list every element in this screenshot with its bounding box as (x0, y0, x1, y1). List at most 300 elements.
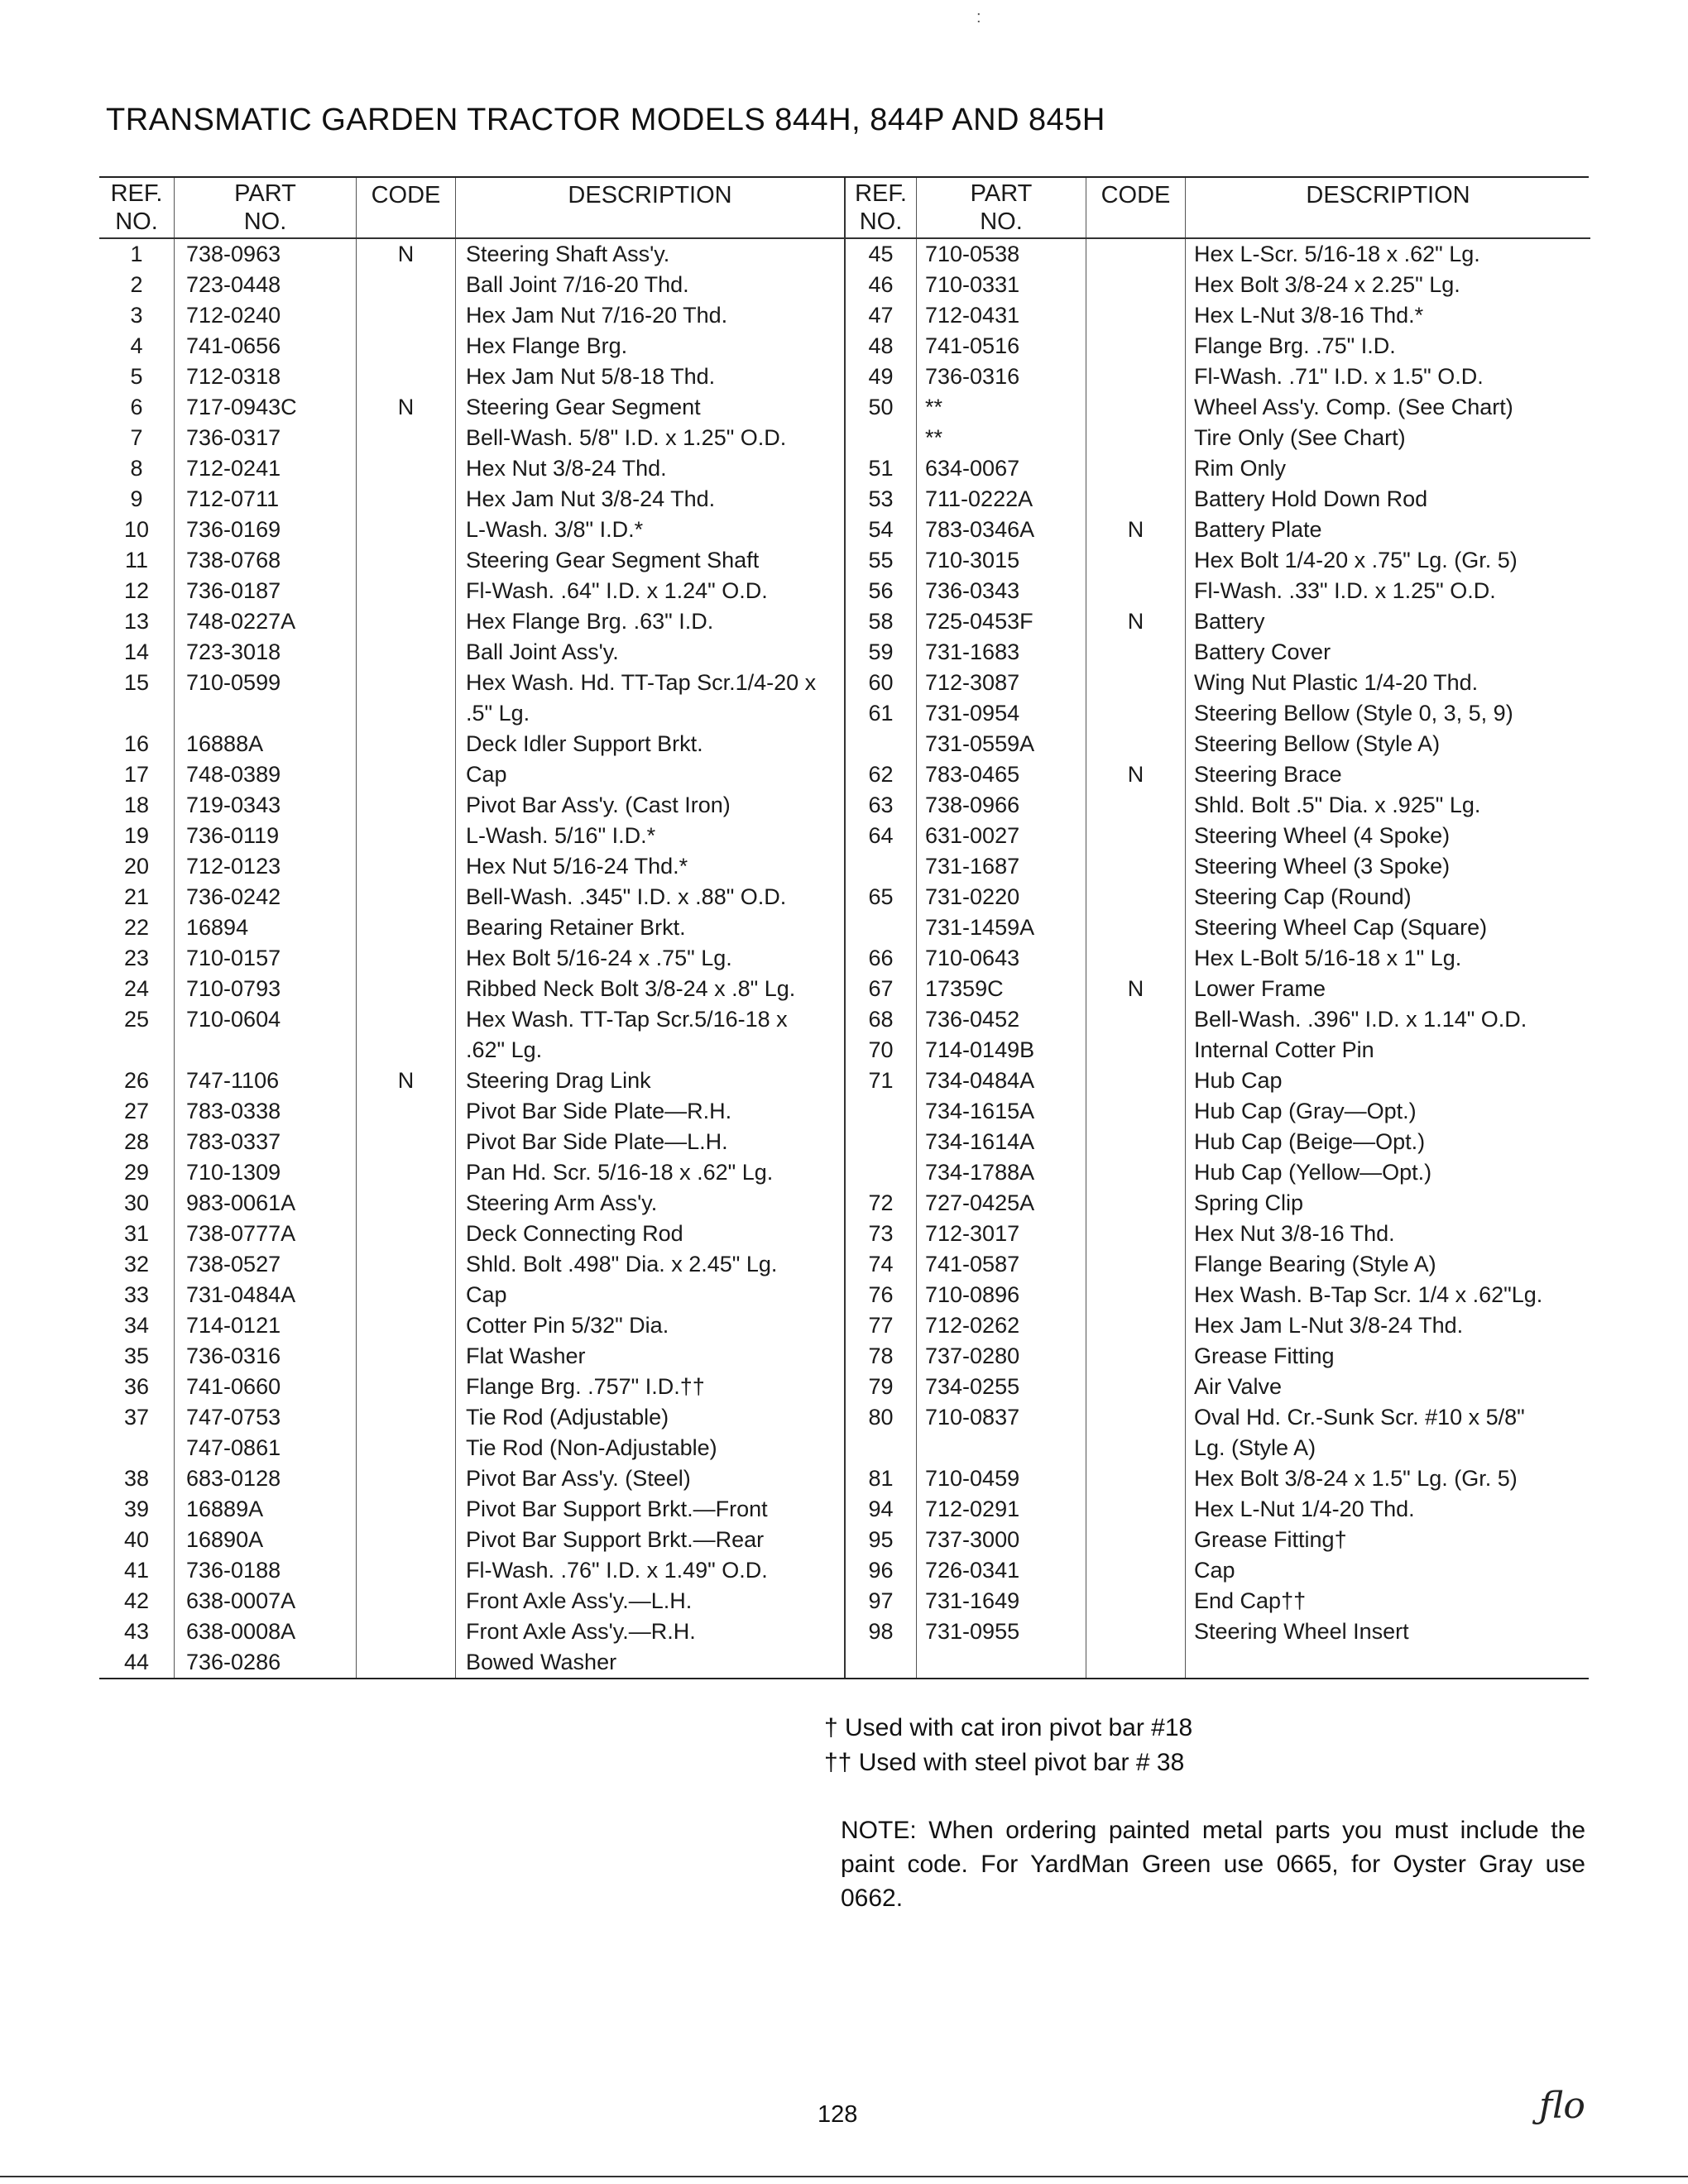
ref-cell: 33 (123, 1282, 150, 1307)
description-cell: .5" Lg. (455, 698, 844, 729)
code-cell (1086, 729, 1185, 759)
table-row (99, 1188, 844, 1219)
code-cell (356, 1157, 455, 1188)
code-cell (356, 1616, 455, 1647)
code-cell (356, 912, 455, 943)
part-no-cell: 741-0516 (916, 331, 1086, 362)
description-cell: Hub Cap (Yellow—Opt.) (1185, 1157, 1590, 1188)
header-ref (846, 178, 916, 237)
code-cell (1086, 1647, 1185, 1678)
description-cell: Fl-Wash. .64" I.D. x 1.24" O.D. (455, 576, 844, 606)
code-cell (1086, 1096, 1185, 1127)
description-cell: Grease Fitting† (1185, 1525, 1590, 1555)
description-cell: Hex Bolt 3/8-24 x 2.25" Lg. (1185, 270, 1590, 300)
part-no-cell: 710-0604 (174, 1004, 356, 1035)
code-cell (356, 1494, 455, 1525)
part-no-cell: 747-0753 (174, 1402, 356, 1433)
code-cell (356, 484, 455, 515)
part-no-cell: 731-1683 (916, 637, 1086, 668)
description-cell: Hex L-Bolt 5/16-18 x 1" Lg. (1185, 943, 1590, 974)
ref-cell: 21 (123, 884, 150, 909)
ref-cell: 2 (130, 272, 143, 297)
code-cell (1086, 1188, 1185, 1219)
code-cell (356, 1096, 455, 1127)
code-cell (1086, 239, 1185, 270)
table-row (846, 790, 1590, 821)
description-cell: Lg. (Style A) (1185, 1433, 1590, 1463)
table-row (99, 1586, 844, 1616)
table-row (99, 759, 844, 790)
part-no-cell: 734-0484A (916, 1066, 1086, 1096)
description-cell: Deck Idler Support Brkt. (455, 729, 844, 759)
table-row (99, 545, 844, 576)
part-no-cell: 737-3000 (916, 1525, 1086, 1555)
code-cell (1086, 668, 1185, 698)
parts-table (99, 176, 1589, 1679)
header-part-line2: NO. (980, 208, 1023, 235)
code-cell (356, 668, 455, 698)
part-no-cell: 731-1459A (916, 912, 1086, 943)
ref-cell: 62 (868, 762, 894, 787)
part-no-cell: 734-0255 (916, 1372, 1086, 1402)
description-cell: Fl-Wash. .71" I.D. x 1.5" O.D. (1185, 362, 1590, 392)
description-cell: Steering Bellow (Style A) (1185, 729, 1590, 759)
part-no-cell: 16889A (174, 1494, 356, 1525)
part-no-cell: 710-1309 (174, 1157, 356, 1188)
description-cell: Cap (455, 1280, 844, 1310)
ref-cell: 1 (130, 242, 143, 266)
part-no-cell: 738-0966 (916, 790, 1086, 821)
description-cell: Hex Wash. TT-Tap Scr.5/16-18 x (455, 1004, 844, 1035)
table-row (99, 637, 844, 668)
description-cell: Hex Jam Nut 7/16-20 Thd. (455, 300, 844, 331)
footnotes (824, 1711, 1192, 1780)
table-body-left (99, 239, 844, 1678)
ref-cell (846, 912, 916, 943)
description-cell: Hex Wash. Hd. TT-Tap Scr.1/4-20 x (455, 668, 844, 698)
table-row (99, 239, 844, 270)
part-no-cell: ** (916, 423, 1086, 453)
description-cell: Steering Wheel Insert (1185, 1616, 1590, 1647)
ref-cell (846, 851, 916, 882)
part-no-cell: 731-0559A (916, 729, 1086, 759)
description-cell: Pivot Bar Side Plate—R.H. (455, 1096, 844, 1127)
code-cell (356, 851, 455, 882)
part-no-cell: 712-0241 (174, 453, 356, 484)
code-cell (1086, 1004, 1185, 1035)
ref-cell: 22 (123, 915, 150, 940)
code-cell (356, 606, 455, 637)
code-cell (1086, 912, 1185, 943)
ref-cell (846, 1647, 916, 1678)
part-no-cell: 731-0220 (916, 882, 1086, 912)
part-no-cell (916, 1433, 1086, 1463)
part-no-cell: 734-1788A (916, 1157, 1086, 1188)
part-no-cell: 16894 (174, 912, 356, 943)
description-cell: Bowed Washer (455, 1647, 844, 1678)
description-cell: Hex L-Nut 1/4-20 Thd. (1185, 1494, 1590, 1525)
description-cell: Rim Only (1185, 453, 1590, 484)
ref-cell: 95 (868, 1527, 894, 1552)
ref-cell: 26 (123, 1068, 150, 1093)
code-cell (1086, 821, 1185, 851)
description-cell: Steering Cap (Round) (1185, 882, 1590, 912)
table-row (846, 1402, 1590, 1433)
description-cell: Deck Connecting Rod (455, 1219, 844, 1249)
code-cell (1086, 484, 1185, 515)
ref-cell (846, 1127, 916, 1157)
description-cell: Cap (455, 759, 844, 790)
table-row (99, 974, 844, 1004)
code-cell (1086, 270, 1185, 300)
table-row (99, 1647, 844, 1678)
table-row (99, 515, 844, 545)
table-row (99, 1525, 844, 1555)
part-no-cell: 738-0777A (174, 1219, 356, 1249)
code-cell (356, 790, 455, 821)
ref-cell: 3 (130, 303, 143, 328)
code-cell (1086, 1249, 1185, 1280)
description-cell: Hex Nut 3/8-16 Thd. (1185, 1219, 1590, 1249)
code-cell (356, 1004, 455, 1035)
ref-cell: 44 (123, 1650, 150, 1674)
code-cell (1086, 1494, 1185, 1525)
table-row (99, 331, 844, 362)
description-cell: Steering Brace (1185, 759, 1590, 790)
ref-cell (846, 729, 916, 759)
header-description (1185, 178, 1590, 237)
scan-speck: : (976, 8, 981, 26)
header-ref-line2: NO. (115, 208, 158, 235)
footnote-single-dagger: † Used with cat iron pivot bar #18 (824, 1714, 1193, 1741)
ref-cell: 59 (868, 639, 894, 664)
table-row (846, 239, 1590, 270)
ref-cell: 81 (868, 1466, 894, 1491)
part-no-cell: 634-0067 (916, 453, 1086, 484)
footnote-double-dagger: †† Used with steel pivot bar # 38 (824, 1749, 1185, 1776)
ref-cell: 61 (868, 701, 894, 726)
code-cell (1086, 1402, 1185, 1433)
table-row (846, 1372, 1590, 1402)
code-cell (356, 1463, 455, 1494)
code-cell (356, 1249, 455, 1280)
part-no-cell: 712-0318 (174, 362, 356, 392)
ref-cell: 37 (123, 1405, 150, 1430)
ref-cell: 15 (123, 670, 150, 695)
ref-cell: 6 (130, 395, 143, 419)
table-row (846, 1249, 1590, 1280)
part-no-cell: 712-0431 (916, 300, 1086, 331)
ref-cell: 45 (868, 242, 894, 266)
code-cell (356, 1586, 455, 1616)
header-code (1086, 178, 1185, 237)
ref-cell: 68 (868, 1007, 894, 1032)
ref-cell: 14 (123, 639, 150, 664)
table-row (99, 1157, 844, 1188)
table-row (846, 515, 1590, 545)
code-cell (356, 943, 455, 974)
code-cell (356, 1433, 455, 1463)
table-row (846, 270, 1590, 300)
table-row (99, 1280, 844, 1310)
code-cell (1086, 943, 1185, 974)
ref-cell: 48 (868, 333, 894, 358)
ref-cell: 65 (868, 884, 894, 909)
table-row (846, 1188, 1590, 1219)
ref-cell: 60 (868, 670, 894, 695)
part-no-cell: 710-0331 (916, 270, 1086, 300)
part-no-cell: 631-0027 (916, 821, 1086, 851)
code-cell (356, 331, 455, 362)
table-row (846, 668, 1590, 698)
table-row (99, 576, 844, 606)
ref-cell: 67 (868, 976, 894, 1001)
code-cell (1086, 545, 1185, 576)
description-cell: Bearing Retainer Brkt. (455, 912, 844, 943)
description-cell: Ball Joint Ass'y. (455, 637, 844, 668)
header-part-line1: PART (970, 180, 1033, 207)
description-cell: Bell-Wash. .396" I.D. x 1.14" O.D. (1185, 1004, 1590, 1035)
ref-cell: 49 (868, 364, 894, 389)
code-cell (356, 1035, 455, 1066)
code-cell (1086, 453, 1185, 484)
part-no-cell: 736-0169 (174, 515, 356, 545)
ref-cell: 9 (130, 486, 143, 511)
part-no-cell: 710-0538 (916, 239, 1086, 270)
ref-cell: 19 (123, 823, 150, 848)
header-part-line1: PART (234, 180, 296, 207)
description-cell: Hex Jam L-Nut 3/8-24 Thd. (1185, 1310, 1590, 1341)
header-code (356, 178, 455, 237)
table-row (99, 851, 844, 882)
description-cell: Lower Frame (1185, 974, 1590, 1004)
description-cell: Flange Bearing (Style A) (1185, 1249, 1590, 1280)
part-no-cell: 717-0943C (174, 392, 356, 423)
table-row (846, 759, 1590, 790)
table-row (846, 1280, 1590, 1310)
ref-cell: 55 (868, 548, 894, 572)
ref-cell: 79 (868, 1374, 894, 1399)
code-cell (1086, 1035, 1185, 1066)
code-cell (1086, 1127, 1185, 1157)
part-no-cell: 710-0643 (916, 943, 1086, 974)
description-cell: Tie Rod (Adjustable) (455, 1402, 844, 1433)
code-cell (356, 1525, 455, 1555)
code-cell (1086, 1433, 1185, 1463)
ref-cell: 20 (123, 854, 150, 879)
ordering-note: NOTE: When ordering painted metal parts you must include the paint code. For YardMan Green use 0665, for Oyster Gray use 0662. (841, 1817, 1585, 1912)
part-no-cell: 710-0459 (916, 1463, 1086, 1494)
table-row (846, 882, 1590, 912)
part-no-cell: 747-1106 (174, 1066, 356, 1096)
description-cell: Hex Jam Nut 3/8-24 Thd. (455, 484, 844, 515)
description-cell: Hub Cap (1185, 1066, 1590, 1096)
ref-cell: 71 (868, 1068, 894, 1093)
part-no-cell: 738-0768 (174, 545, 356, 576)
description-cell: Steering Gear Segment (455, 392, 844, 423)
table-row (99, 1310, 844, 1341)
header-description-label: DESCRIPTION (1306, 182, 1470, 208)
part-no-cell: 741-0656 (174, 331, 356, 362)
table-row (846, 1616, 1590, 1647)
part-no-cell: 748-0227A (174, 606, 356, 637)
header-description (455, 178, 844, 237)
code-cell: N (1086, 515, 1185, 545)
code-cell (356, 1127, 455, 1157)
header-description-label: DESCRIPTION (568, 182, 732, 208)
table-row (846, 484, 1590, 515)
ref-cell: 66 (868, 946, 894, 970)
code-cell (356, 974, 455, 1004)
table-row (99, 912, 844, 943)
code-cell (1086, 1219, 1185, 1249)
description-cell: Steering Arm Ass'y. (455, 1188, 844, 1219)
table-row (99, 1372, 844, 1402)
part-no-cell: 736-0286 (174, 1647, 356, 1678)
table-row (99, 453, 844, 484)
table-row (99, 668, 844, 698)
description-cell: Pan Hd. Scr. 5/16-18 x .62" Lg. (455, 1157, 844, 1188)
table-row (99, 821, 844, 851)
table-row (846, 1219, 1590, 1249)
description-cell: Wheel Ass'y. Comp. (See Chart) (1185, 392, 1590, 423)
description-cell: Bell-Wash. .345" I.D. x .88" O.D. (455, 882, 844, 912)
part-no-cell: 712-0240 (174, 300, 356, 331)
description-cell: Hex Wash. B-Tap Scr. 1/4 x .62"Lg. (1185, 1280, 1590, 1310)
table-row (846, 1004, 1590, 1035)
code-cell (1086, 1310, 1185, 1341)
table-header (846, 178, 1590, 239)
ref-cell: 23 (123, 946, 150, 970)
part-no-cell: 783-0346A (916, 515, 1086, 545)
code-cell (1086, 1525, 1185, 1555)
code-cell (1086, 882, 1185, 912)
table-row (99, 270, 844, 300)
code-cell (1086, 300, 1185, 331)
ref-cell: 43 (123, 1619, 150, 1644)
description-cell: Flange Brg. .75" I.D. (1185, 331, 1590, 362)
part-no-cell: 719-0343 (174, 790, 356, 821)
table-row (846, 974, 1590, 1004)
description-cell: Front Axle Ass'y.—R.H. (455, 1616, 844, 1647)
table-row (846, 1127, 1590, 1157)
table-row (99, 1066, 844, 1096)
description-cell: Battery Hold Down Rod (1185, 484, 1590, 515)
description-cell: Pivot Bar Ass'y. (Cast Iron) (455, 790, 844, 821)
part-no-cell: 714-0149B (916, 1035, 1086, 1066)
code-cell (356, 1188, 455, 1219)
part-no-cell: 712-0711 (174, 484, 356, 515)
header-code-label: CODE (1101, 182, 1171, 208)
table-row (99, 1035, 844, 1066)
table-row (99, 1402, 844, 1433)
table-row (846, 851, 1590, 882)
part-no-cell: 712-0262 (916, 1310, 1086, 1341)
part-no-cell: 737-0280 (916, 1341, 1086, 1372)
description-cell: Battery (1185, 606, 1590, 637)
part-no-cell: 723-3018 (174, 637, 356, 668)
table-row (99, 790, 844, 821)
table-row (99, 1494, 844, 1525)
part-no-cell: 16888A (174, 729, 356, 759)
part-no-cell: 731-1687 (916, 851, 1086, 882)
part-no-cell: 710-0157 (174, 943, 356, 974)
handwritten-initials: ƒlo (1539, 2085, 1585, 2127)
ref-cell: 54 (868, 517, 894, 542)
description-cell: Battery Plate (1185, 515, 1590, 545)
ref-cell: 56 (868, 578, 894, 603)
code-cell (1086, 1280, 1185, 1310)
ref-cell: 96 (868, 1558, 894, 1583)
description-cell: Hex Jam Nut 5/8-18 Thd. (455, 362, 844, 392)
table-row (846, 912, 1590, 943)
ref-cell: 58 (868, 609, 894, 634)
table-row (846, 423, 1590, 453)
code-cell: N (1086, 606, 1185, 637)
ref-cell: 51 (868, 456, 894, 481)
code-cell (356, 1280, 455, 1310)
ref-cell: 4 (130, 333, 143, 358)
part-no-cell: 638-0007A (174, 1586, 356, 1616)
ref-cell: 63 (868, 793, 894, 817)
table-row (846, 1157, 1590, 1188)
part-no-cell: 725-0453F (916, 606, 1086, 637)
ref-cell: 28 (123, 1129, 150, 1154)
table-row (846, 362, 1590, 392)
part-no-cell: 710-0599 (174, 668, 356, 698)
table-body-right (846, 239, 1590, 1678)
table-row (99, 1127, 844, 1157)
ref-cell: 76 (868, 1282, 894, 1307)
code-cell (1086, 423, 1185, 453)
description-cell: Cap (1185, 1555, 1590, 1586)
parts-table-left (99, 178, 846, 1678)
table-row (99, 698, 844, 729)
description-cell: Flange Brg. .757" I.D.†† (455, 1372, 844, 1402)
ref-cell: 72 (868, 1190, 894, 1215)
table-row (846, 1035, 1590, 1066)
code-cell (356, 1372, 455, 1402)
header-code-label: CODE (371, 182, 441, 208)
ref-cell: 17 (123, 762, 150, 787)
table-row (99, 1249, 844, 1280)
ref-cell: 53 (868, 486, 894, 511)
description-cell: Internal Cotter Pin (1185, 1035, 1590, 1066)
table-row (99, 423, 844, 453)
code-cell (1086, 790, 1185, 821)
code-cell (1086, 1555, 1185, 1586)
ref-cell: 98 (868, 1619, 894, 1644)
part-no-cell: 736-0452 (916, 1004, 1086, 1035)
table-row (99, 1555, 844, 1586)
description-cell: Oval Hd. Cr.-Sunk Scr. #10 x 5/8" (1185, 1402, 1590, 1433)
description-cell: Hex Nut 5/16-24 Thd.* (455, 851, 844, 882)
table-row (99, 392, 844, 423)
description-cell: .62" Lg. (455, 1035, 844, 1066)
code-cell: N (356, 239, 455, 270)
table-row (846, 729, 1590, 759)
description-cell: Hex L-Nut 3/8-16 Thd.* (1185, 300, 1590, 331)
ref-cell: 74 (868, 1252, 894, 1276)
description-cell: Pivot Bar Support Brkt.—Rear (455, 1525, 844, 1555)
part-no-cell: 712-0123 (174, 851, 356, 882)
ref-cell: 36 (123, 1374, 150, 1399)
description-cell: Cotter Pin 5/32" Dia. (455, 1310, 844, 1341)
ref-cell: 38 (123, 1466, 150, 1491)
ref-cell: 10 (123, 517, 150, 542)
description-cell: Steering Wheel Cap (Square) (1185, 912, 1590, 943)
table-header (99, 178, 844, 239)
